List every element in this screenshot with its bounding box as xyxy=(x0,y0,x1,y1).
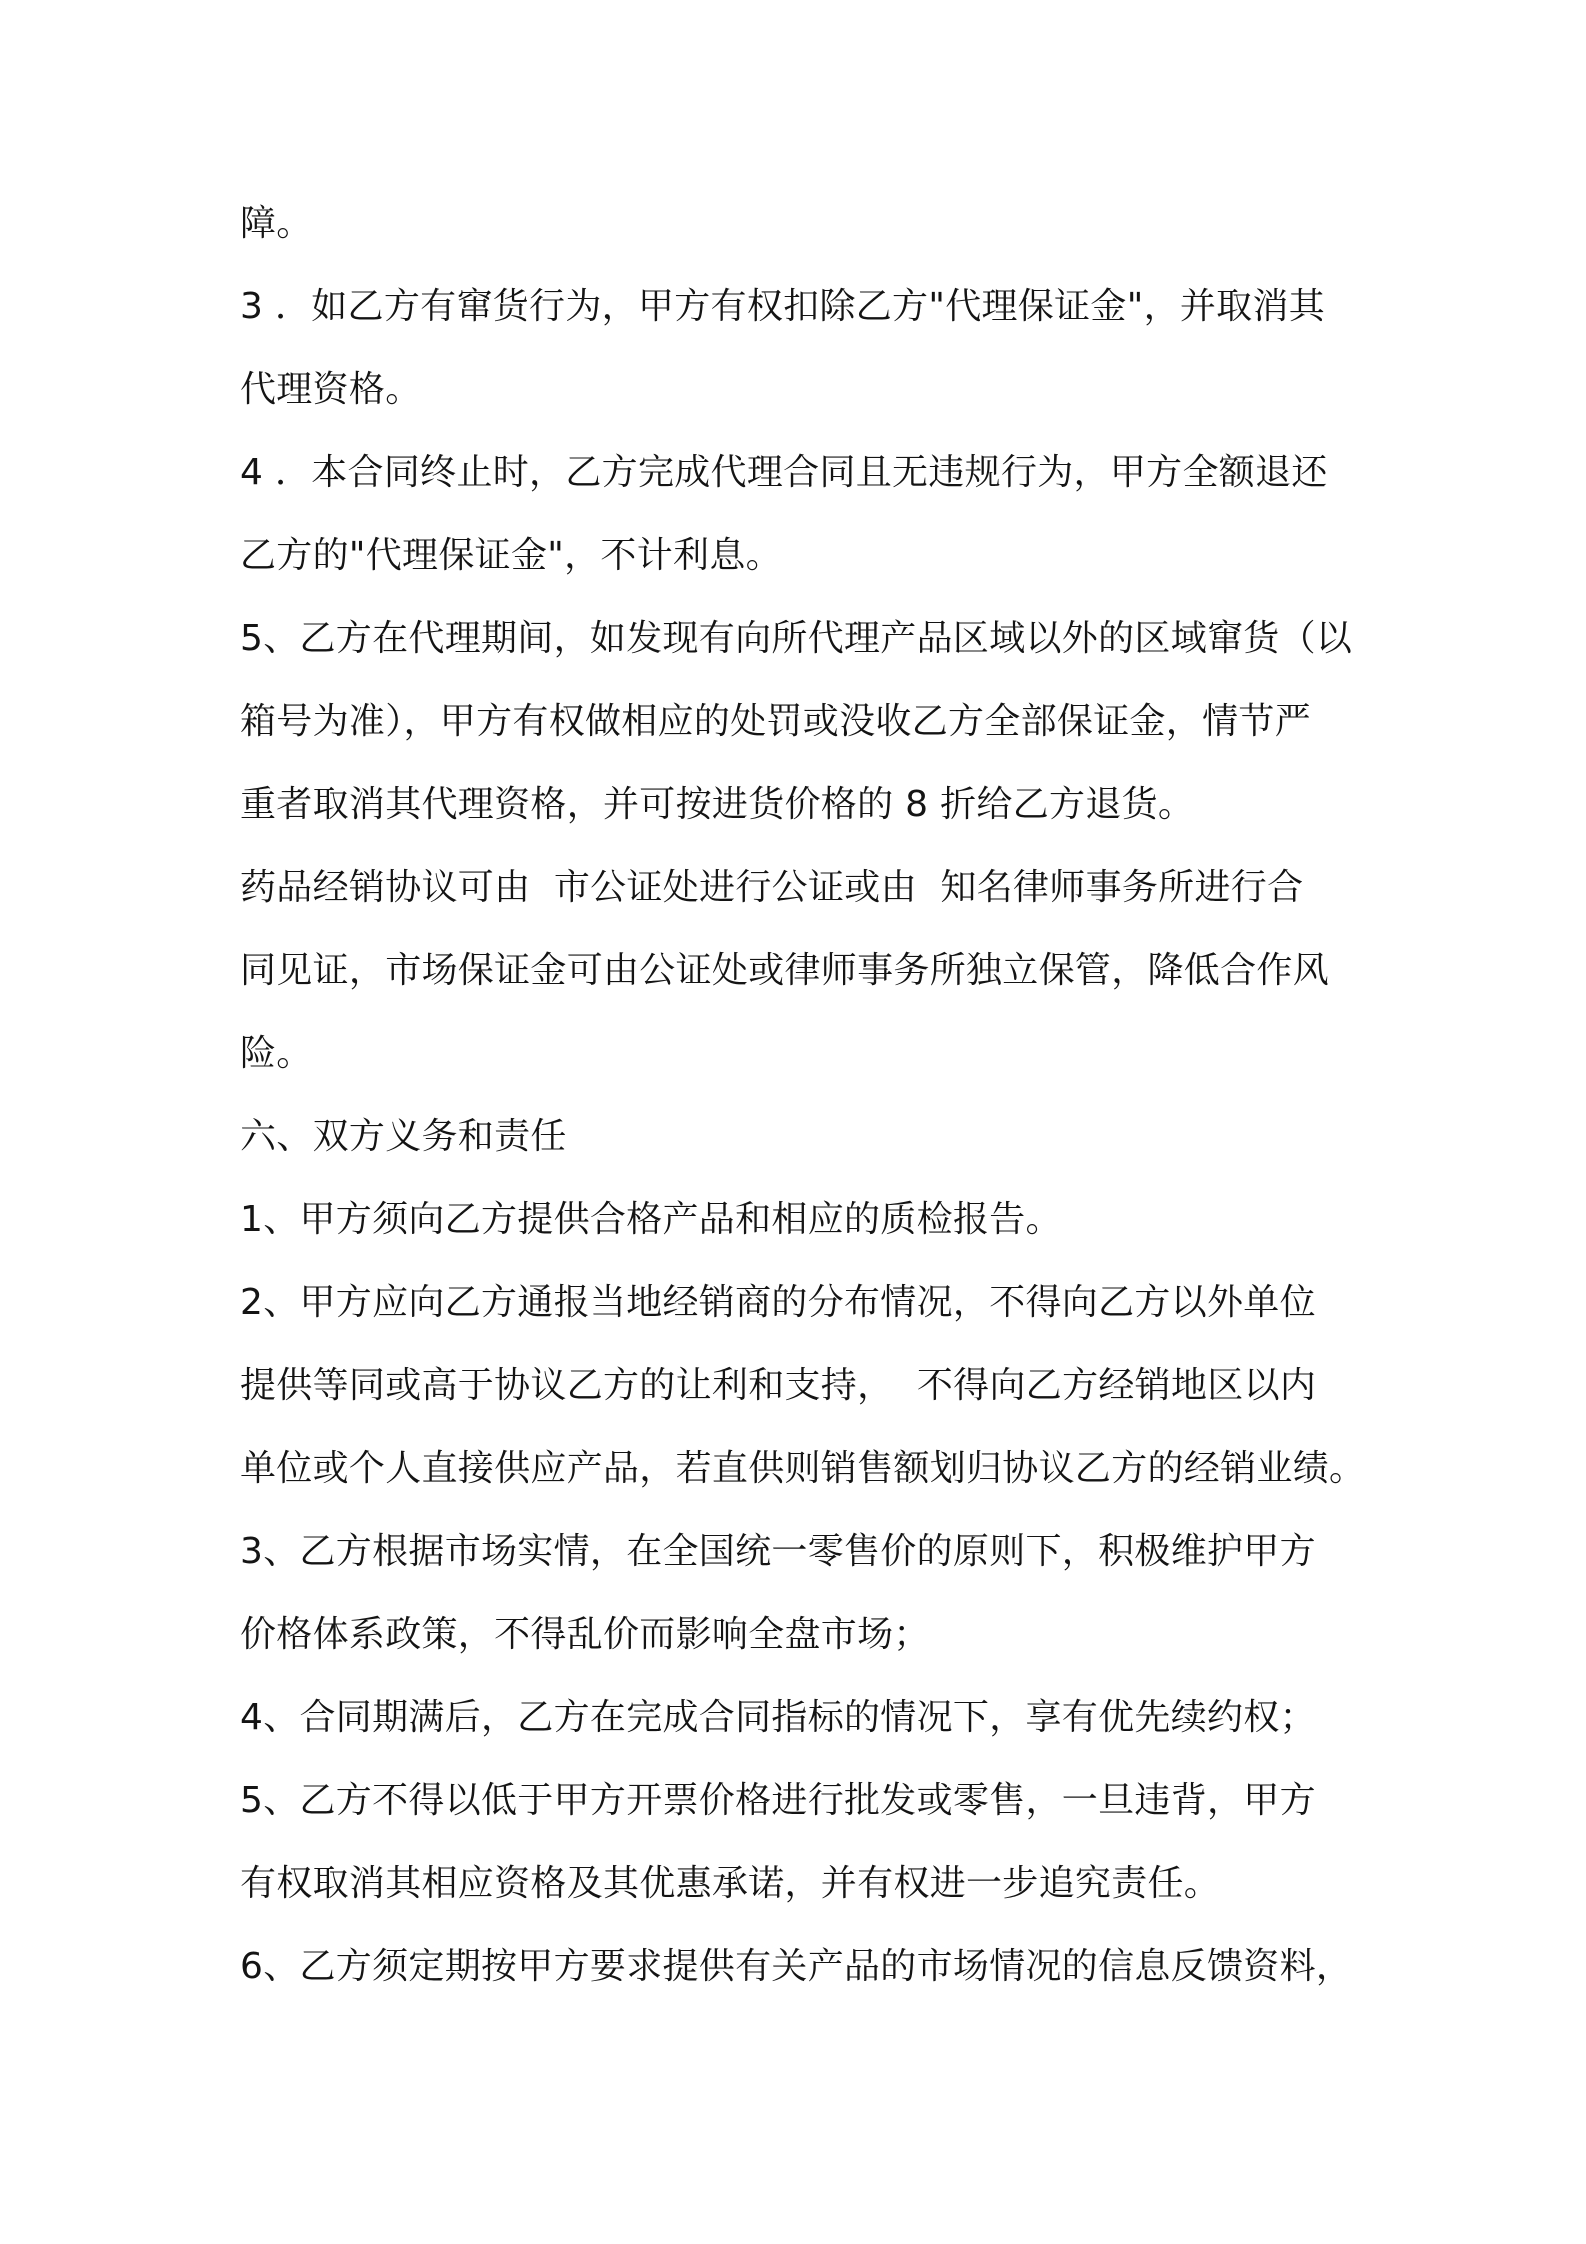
text-line: 药品经销协议可由 市公证处进行公证或由 知名律师事务所进行合 xyxy=(240,867,1304,908)
text-line: 5、乙方在代理期间，如发现有向所代理产品区域以外的区域窜货（以 xyxy=(240,618,1353,659)
text-line: 6、乙方须定期按甲方要求提供有关产品的市场情况的信息反馈资料， xyxy=(240,1946,1353,1987)
text-line: 1、甲方须向乙方提供合格产品和相应的质检报告。 xyxy=(240,1199,1062,1240)
text-line: 3 ．如乙方有窜货行为，甲方有权扣除乙方"代理保证金"，并取消其 xyxy=(240,286,1326,327)
text-line: 2、甲方应向乙方通报当地经销商的分布情况，不得向乙方以外单位 xyxy=(240,1282,1316,1323)
text-line: 重者取消其代理资格，并可按进货价格的 8 折给乙方退货。 xyxy=(240,784,1195,825)
text-line: 代理资格。 xyxy=(240,369,422,410)
text-line: 乙方的"代理保证金"，不计利息。 xyxy=(240,535,782,576)
text-line: 险。 xyxy=(240,1033,313,1074)
text-line: 3、乙方根据市场实情，在全国统一零售价的原则下，积极维护甲方 xyxy=(240,1531,1316,1572)
text-line: 箱号为准），甲方有权做相应的处罚或没收乙方全部保证金，情节严 xyxy=(240,701,1312,742)
text-line: 有权取消其相应资格及其优惠承诺，并有权进一步追究责任。 xyxy=(240,1863,1221,1904)
text-line: 单位或个人直接供应产品，若直供则销售额划归协议乙方的经销业绩。 xyxy=(240,1448,1366,1489)
text-line: 提供等同或高于协议乙方的让利和支持， 不得向乙方经销地区以内 xyxy=(240,1365,1317,1406)
text-line: 4、合同期满后，乙方在完成合同指标的情况下，享有优先续约权； xyxy=(240,1697,1316,1738)
text-line: 4 ．本合同终止时，乙方完成代理合同且无违规行为，甲方全额退还 xyxy=(240,452,1328,493)
text-line: 障。 xyxy=(240,203,313,244)
section-heading: 六、双方义务和责任 xyxy=(240,1116,567,1157)
text-line: 5、乙方不得以低于甲方开票价格进行批发或零售，一旦违背，甲方 xyxy=(240,1780,1316,1821)
text-line: 价格体系政策，不得乱价而影响全盘市场； xyxy=(240,1614,930,1655)
text-line: 同见证，市场保证金可由公证处或律师事务所独立保管，降低合作风 xyxy=(240,950,1330,991)
